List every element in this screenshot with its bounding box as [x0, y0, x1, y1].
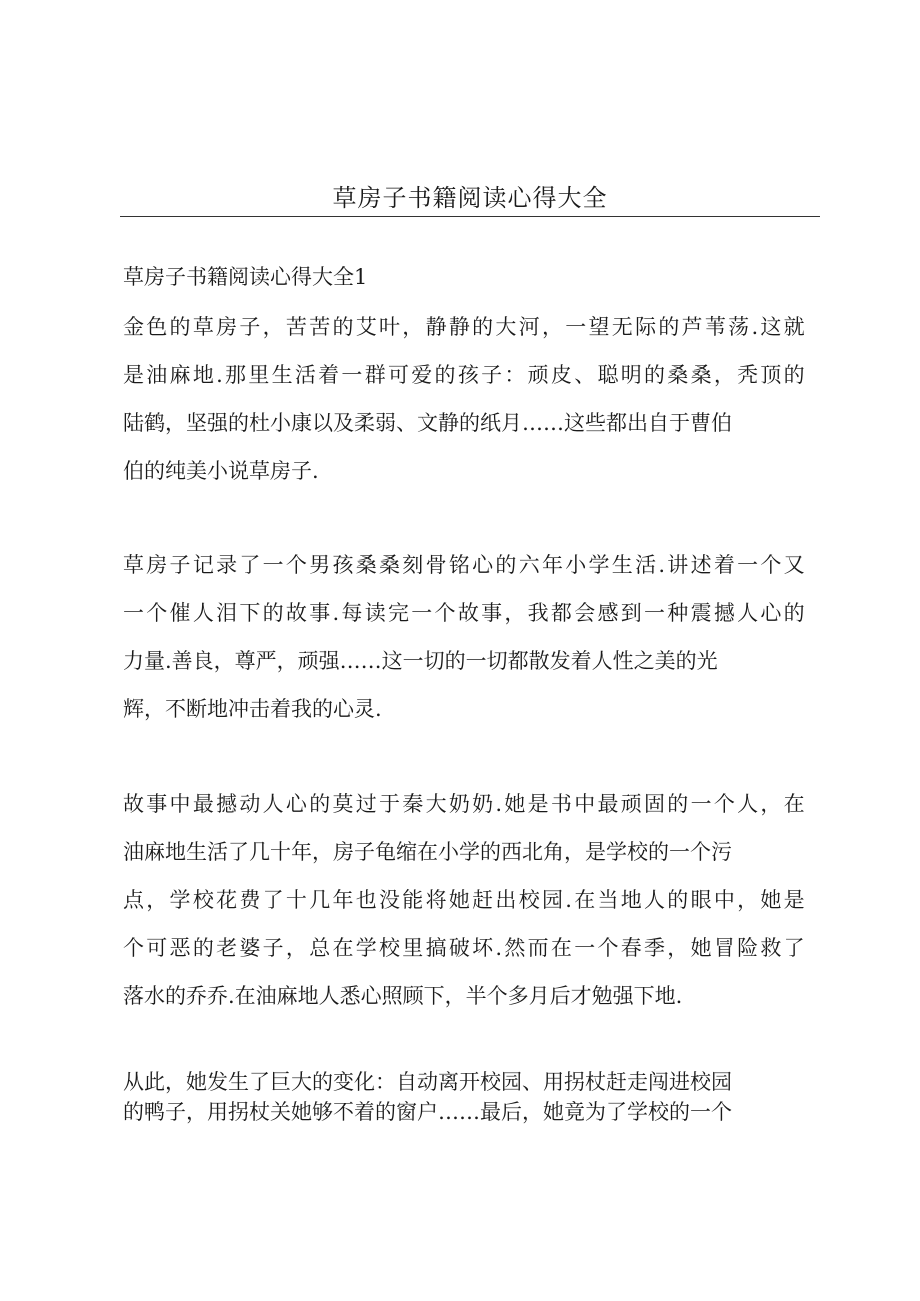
paragraph-line: 的鸭子，用拐杖关她够不着的窗户……最后，她竟为了学校的一个 — [123, 1100, 732, 1124]
paragraph-line: 油麻地生活了几十年，房子龟缩在小学的西北角，是学校的一个污 — [123, 840, 732, 864]
paragraph-line: 故事中最撼动人心的莫过于秦大奶奶.她是书中最顽固的一个人，在 — [123, 792, 807, 816]
paragraph-line: 陆鹤，坚强的杜小康以及柔弱、文静的纸月……这些都出自于曹伯 — [123, 411, 732, 435]
paragraph-line: 个可恶的老婆子，总在学校里搞破坏.然而在一个春季，她冒险救了 — [123, 936, 807, 960]
paragraph-line: 点，学校花费了十几年也没能将她赶出校园.在当地人的眼中，她是 — [123, 888, 807, 912]
paragraph-line: 伯的纯美小说草房子. — [123, 459, 319, 483]
paragraph-line: 一个催人泪下的故事.每读完一个故事，我都会感到一种震撼人心的 — [123, 601, 807, 625]
paragraph-line: 草房子记录了一个男孩桑桑刻骨铭心的六年小学生活.讲述着一个又 — [123, 553, 807, 577]
section-heading: 草房子书籍阅读心得大全1 — [123, 265, 368, 289]
paragraph-line: 金色的草房子，苦苦的艾叶，静静的大河，一望无际的芦苇荡.这就 — [123, 315, 807, 339]
paragraph-line: 力量.善良，尊严，顽强……这一切的一切都散发着人性之美的光 — [123, 649, 718, 673]
paragraph-line: 是油麻地.那里生活着一群可爱的孩子：顽皮、聪明的桑桑，秃顶的 — [123, 363, 807, 387]
paragraph-line: 从此，她发生了巨大的变化：自动离开校园、用拐杖赶走闯进校园 — [123, 1070, 732, 1094]
document-title: 草房子书籍阅读心得大全 — [332, 184, 608, 212]
paragraph-line: 辉，不断地冲击着我的心灵. — [123, 697, 382, 721]
paragraph-line: 落水的乔乔.在油麻地人悉心照顾下，半个多月后才勉强下地. — [123, 984, 683, 1008]
title-underline — [120, 216, 820, 217]
